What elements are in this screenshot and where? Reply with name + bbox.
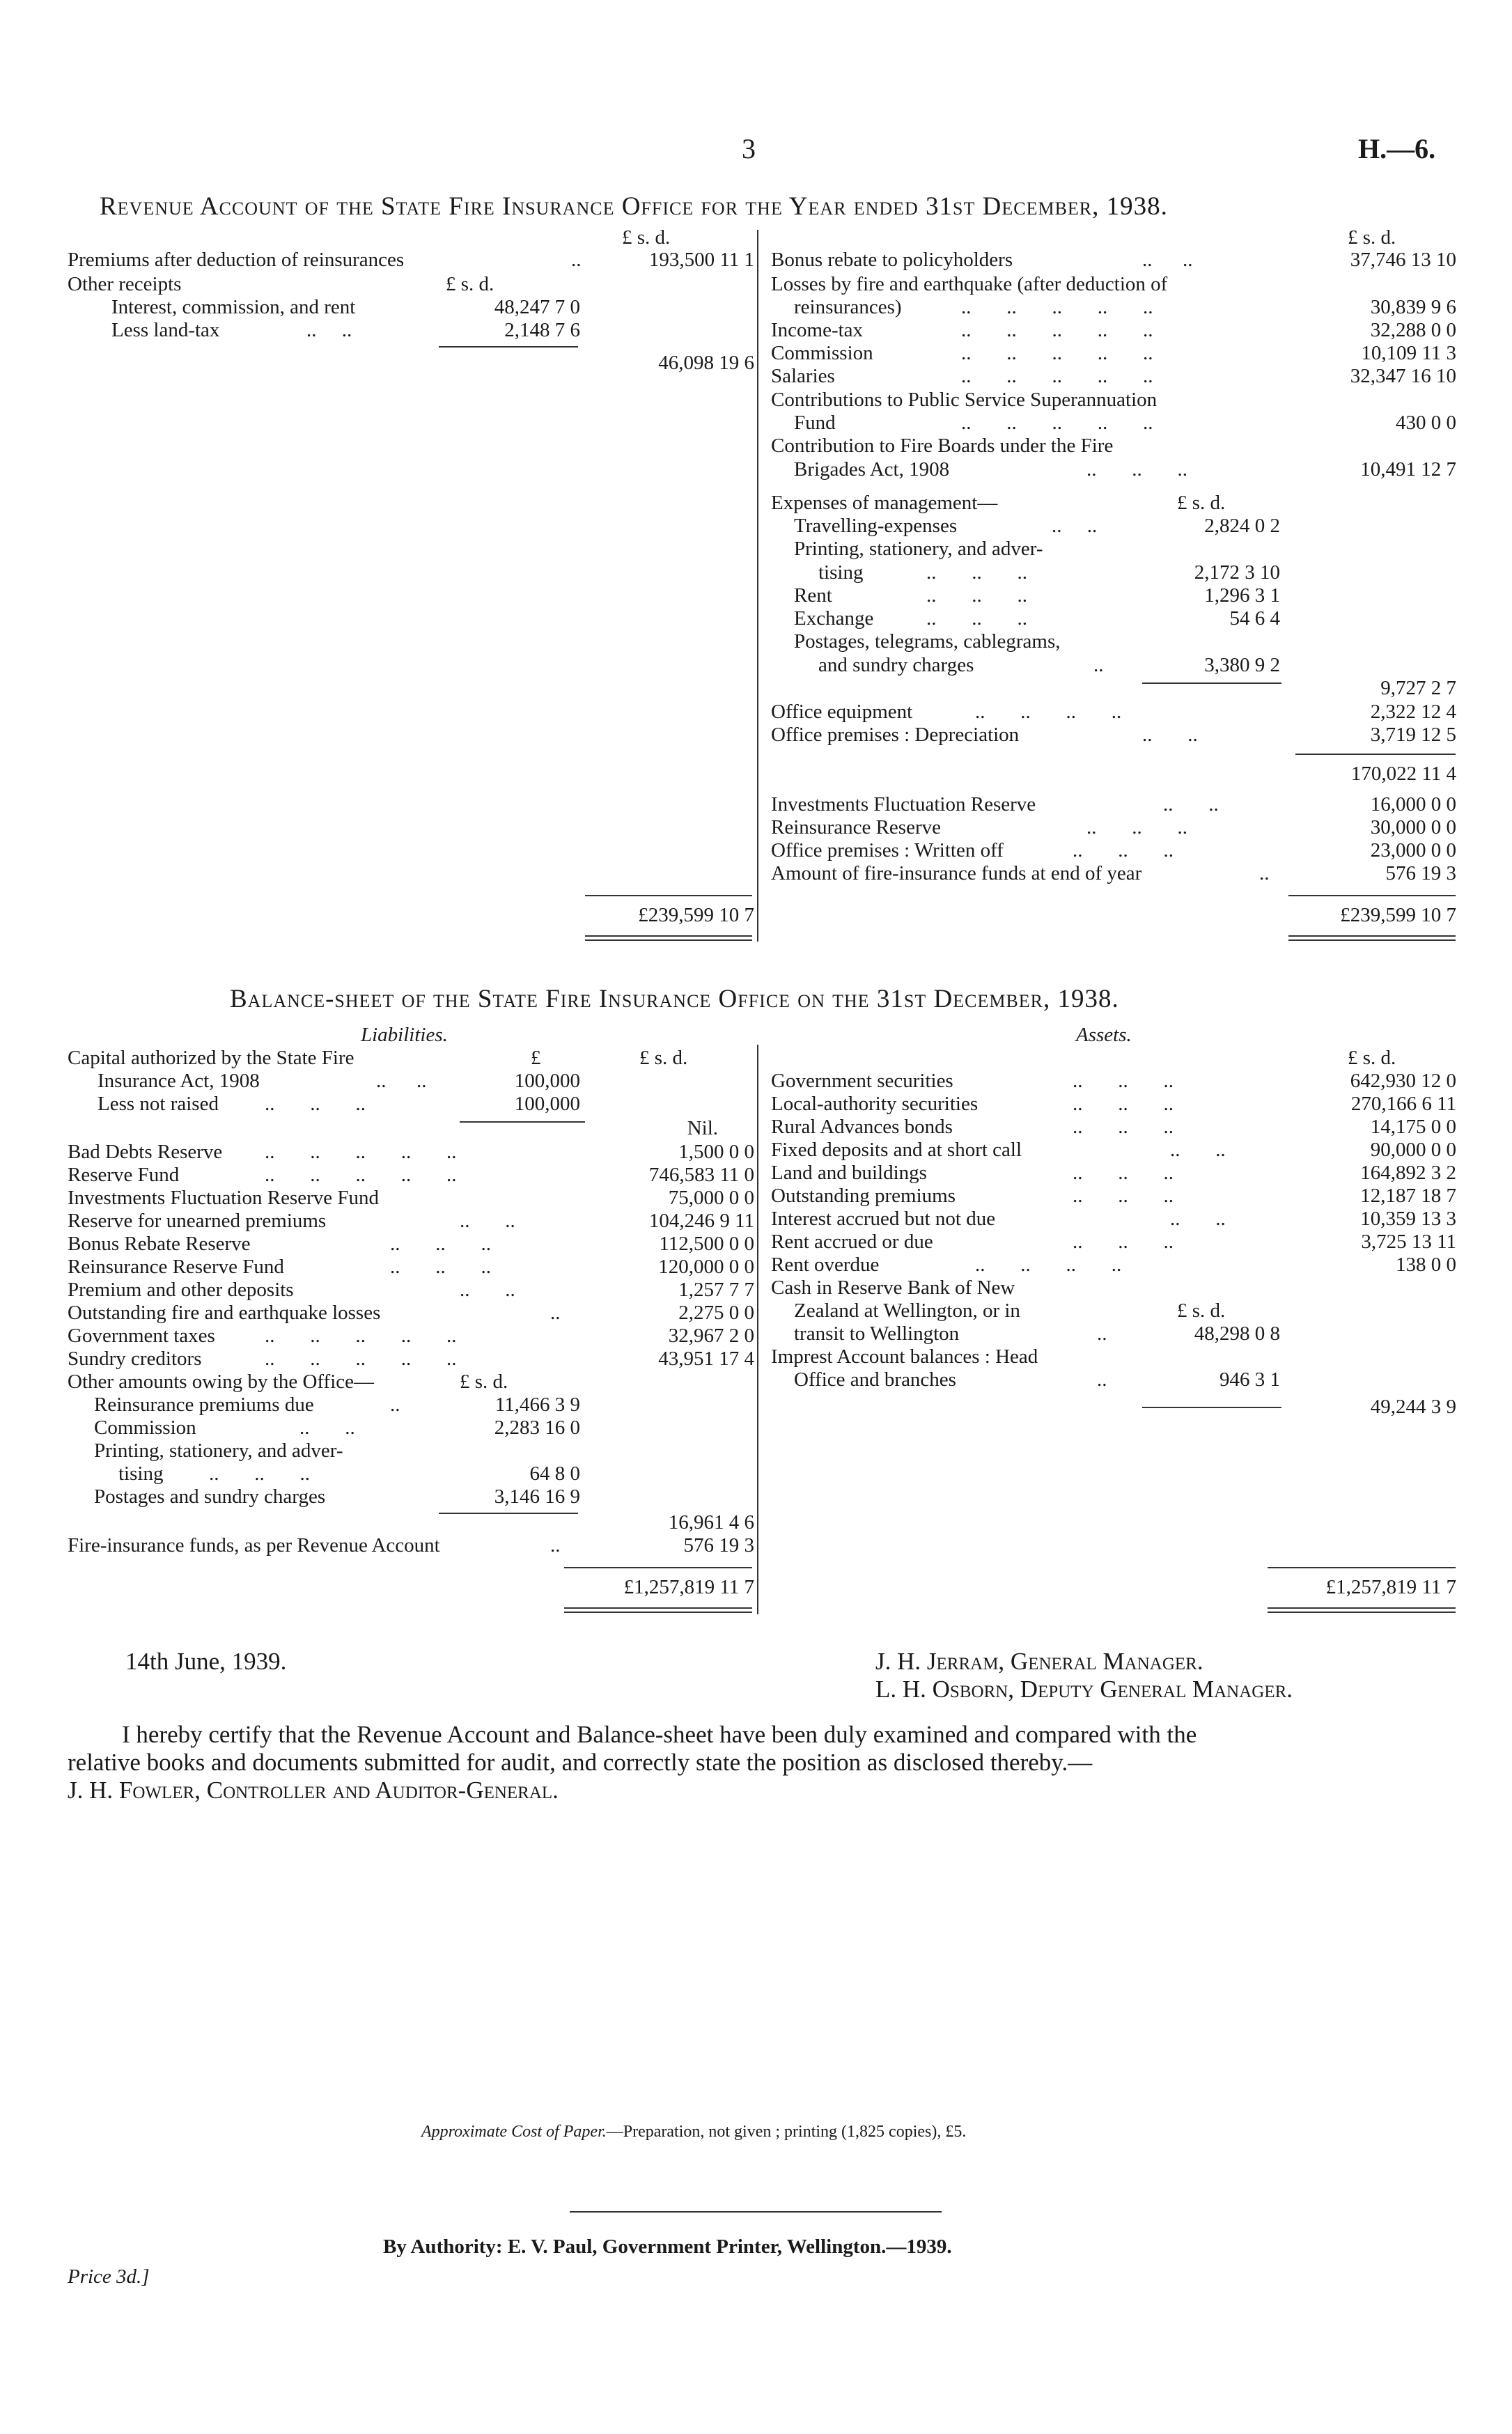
revenue-subtotal: 170,022 11 4 [1350,763,1456,785]
premises-written-off-label: Office premises : Written off [771,839,1004,861]
outstanding-losses-amount: 2,275 0 0 [678,1302,754,1324]
footer-rule [570,2211,942,2213]
other-owing-label: Other amounts owing by the Office— [68,1371,375,1393]
certificate-line-2: relative books and documents submitted for audit, and correctly state the position as disclosed thereby.— [68,1749,1093,1776]
reinsurance-reserve-fund-amount: 120,000 0 0 [658,1256,754,1278]
owing-postages-label: Postages and sundry charges [94,1485,326,1508]
owing-printing-label-2: tising [118,1462,164,1485]
outstanding-premiums-label: Outstanding premiums [771,1185,956,1207]
local-authority-amount: 270,166 6 11 [1350,1093,1456,1115]
rural-advances-label: Rural Advances bonds [771,1116,953,1138]
imprest-label-2: Office and branches [794,1368,956,1391]
revenue-right-total: £239,599 10 7 [1340,904,1456,926]
expenses-currency-header: £ s. d. [1177,492,1226,514]
page-number: 3 [742,133,756,164]
travelling-amount: 2,824 0 2 [1204,515,1280,537]
reinsurance-reserve-label: Reinsurance Reserve [771,816,941,838]
premises-written-off-amount: 23,000 0 0 [1370,839,1456,861]
reserve-fund-label: Reserve Fund [68,1164,180,1186]
gov-securities-label: Government securities [771,1070,953,1092]
premises-depreciation-label: Office premises : Depreciation [771,724,1020,746]
premiums-label: Premiums after deduction of reinsurances [68,249,405,271]
capital-label-3: Less not raised [98,1093,219,1115]
other-receipts-label: Other receipts [68,273,182,295]
cost-note-label: Approximate Cost of Paper. [421,2123,607,2141]
postages-label-2: and sundry charges [818,654,974,676]
owing-printing-label-1: Printing, stationery, and adver- [94,1440,343,1462]
bonus-rebate-amount: 37,746 13 10 [1350,249,1456,271]
certificate-line-1: I hereby certify that the Revenue Account and Balance-sheet have been duly examined and compared with the [122,1721,1197,1748]
printing-label-1: Printing, stationery, and adver- [794,538,1043,560]
fire-insurance-funds-amount: 576 19 3 [683,1534,754,1557]
revenue-left-total: £239,599 10 7 [638,904,754,926]
losses-label-1: Losses by fire and earthquake (after deduction of [771,273,1168,295]
fixed-deposits-label: Fixed deposits and at short call [771,1139,1022,1161]
assets-total: £1,257,819 11 7 [1325,1576,1456,1598]
fire-boards-label-2: Brigades Act, 1908 [794,458,950,481]
capital-not-raised-amount: 100,000 [514,1093,580,1115]
revenue-right-currency-header: £ s. d. [1348,226,1396,249]
deputy-manager-signature: L. H. Osborn, Deputy General Manager. [875,1676,1293,1703]
postages-label-1: Postages, telegrams, cablegrams, [794,630,1061,653]
capital-pound-header: £ [531,1047,541,1069]
imprest-amount: 946 3 1 [1219,1368,1280,1391]
premises-depreciation-amount: 3,719 12 5 [1370,724,1456,746]
superannuation-label-2: Fund [794,412,836,434]
printing-amount: 2,172 3 10 [1194,561,1280,584]
funds-end-year-label: Amount of fire-insurance funds at end of year [771,862,1142,884]
balance-sheet-title: Balance-sheet of the State Fire Insurance Office on the 31st December, 1938. [230,985,1119,1013]
reinsurance-premiums-due-amount: 11,466 3 9 [494,1394,580,1416]
bonus-rebate-reserve-amount: 112,500 0 0 [659,1233,754,1255]
printing-label-2: tising [818,561,864,584]
other-receipts-currency-header: £ s. d. [446,273,494,295]
commission-label: Commission [771,342,873,364]
capital-nil: Nil. [687,1117,718,1139]
liabilities-total: £1,257,819 11 7 [623,1576,754,1598]
losses-amount: 30,839 9 6 [1370,296,1456,318]
fire-insurance-funds-label: Fire-insurance funds, as per Revenue Account [68,1534,440,1557]
premium-deposits-label: Premium and other deposits [68,1279,294,1301]
travelling-label: Travelling-expenses [794,515,958,537]
local-authority-label: Local-authority securities [771,1093,979,1115]
income-tax-label: Income-tax [771,319,864,341]
rural-advances-amount: 14,175 0 0 [1370,1116,1456,1138]
interest-amount: 48,247 7 0 [494,296,580,318]
reinsurance-reserve-amount: 30,000 0 0 [1370,816,1456,838]
capital-label-1: Capital authorized by the State Fire [68,1047,354,1069]
price-note: Price 3d.] [68,2265,150,2288]
sundry-creditors-label: Sundry creditors [68,1348,202,1370]
cash-total: 49,244 3 9 [1370,1396,1456,1418]
capital-label-2: Insurance Act, 1908 [98,1070,260,1092]
exchange-amount: 54 6 4 [1229,607,1280,630]
government-taxes-amount: 32,967 2 0 [668,1325,754,1347]
reinsurance-premiums-due-label: Reinsurance premiums due [94,1394,314,1416]
salaries-label: Salaries [771,365,835,387]
bad-debts-amount: 1,500 0 0 [678,1141,754,1163]
outstanding-losses-label: Outstanding fire and earthquake losses [68,1302,381,1324]
assets-currency-header: £ s. d. [1348,1047,1396,1069]
office-equipment-label: Office equipment [771,701,913,723]
land-tax-amount: 2,148 7 6 [504,319,580,341]
rent-amount: 1,296 3 1 [1204,584,1280,607]
owing-printing-amount: 64 8 0 [529,1462,580,1485]
bad-debts-label: Bad Debts Reserve [68,1141,223,1163]
imprest-label-1: Imprest Account balances : Head [771,1345,1038,1368]
general-manager-signature: J. H. Jerram, General Manager. [875,1648,1203,1675]
reserve-fund-amount: 746,583 11 0 [648,1164,754,1186]
outstanding-premiums-amount: 12,187 18 7 [1360,1185,1456,1207]
certificate-line-3: J. H. Fowler, Controller and Auditor-General. [68,1777,559,1804]
gov-securities-amount: 642,930 12 0 [1350,1070,1456,1092]
bonus-rebate-label: Bonus rebate to policyholders [771,249,1013,271]
salaries-amount: 32,347 16 10 [1350,365,1456,387]
printer-authority: By Authority: E. V. Paul, Government Printer, Wellington.—1939. [383,2236,952,2258]
sundry-creditors-amount: 43,951 17 4 [658,1348,754,1370]
other-receipts-total: 46,098 19 6 [658,352,754,374]
owing-commission-amount: 2,283 16 0 [494,1417,580,1439]
exchange-label: Exchange [794,607,874,630]
bonus-rebate-reserve-label: Bonus Rebate Reserve [68,1233,251,1255]
owing-postages-amount: 3,146 16 9 [494,1485,580,1508]
owing-currency-header: £ s. d. [460,1371,508,1393]
cash-currency-header: £ s. d. [1177,1300,1226,1322]
rent-label: Rent [794,584,832,607]
land-buildings-label: Land and buildings [771,1162,927,1184]
expenses-management-label: Expenses of management— [771,492,998,514]
premium-deposits-amount: 1,257 7 7 [678,1279,754,1301]
owing-total: 16,961 4 6 [668,1511,754,1534]
superannuation-label-1: Contributions to Public Service Superannuation [771,389,1158,411]
losses-label-2: reinsurances) [794,296,902,318]
superannuation-amount: 430 0 0 [1396,412,1456,434]
unearned-premiums-amount: 104,246 9 11 [648,1210,754,1232]
cash-label-2: Zealand at Wellington, or in [794,1300,1020,1322]
rent-overdue-amount: 138 0 0 [1396,1254,1456,1276]
inv-fluctuation-label: Investments Fluctuation Reserve [771,793,1036,816]
cash-transit-amount: 48,298 0 8 [1194,1323,1280,1345]
cash-label-1: Cash in Reserve Bank of New [771,1277,1015,1299]
land-tax-label: Less land-tax [111,319,220,341]
commission-amount: 10,109 11 3 [1361,342,1456,364]
rent-accrued-label: Rent accrued or due [771,1231,933,1253]
fire-boards-label-1: Contribution to Fire Boards under the Fire [771,435,1114,457]
land-buildings-amount: 164,892 3 2 [1360,1162,1456,1184]
liabilities-currency-header: £ s. d. [639,1047,688,1069]
fixed-deposits-amount: 90,000 0 0 [1370,1139,1456,1161]
assets-heading: Assets. [1076,1024,1132,1046]
government-taxes-label: Government taxes [68,1325,215,1347]
rent-overdue-label: Rent overdue [771,1254,880,1276]
balance-column-divider [757,1045,758,1614]
cost-note-text: —Preparation, not given ; printing (1,825 copies), £5. [606,2123,967,2141]
office-equipment-amount: 2,322 12 4 [1370,701,1456,723]
premiums-amount: 193,500 11 1 [648,249,754,271]
funds-end-year-amount: 576 19 3 [1385,862,1456,884]
expenses-total: 9,727 2 7 [1380,677,1456,699]
cost-note [421,2123,966,2142]
revenue-column-divider [757,230,758,942]
revenue-left-currency-header: £ s. d. [622,226,671,249]
interest-accrued-amount: 10,359 13 3 [1360,1208,1456,1230]
document-code: H.—6. [1358,133,1436,164]
inv-fluctuation-fund-amount: 75,000 0 0 [668,1187,754,1209]
interest-accrued-label: Interest accrued but not due [771,1208,996,1230]
capital-authorized-amount: 100,000 [514,1070,580,1092]
unearned-premiums-label: Reserve for unearned premiums [68,1210,327,1232]
inv-fluctuation-fund-label: Investments Fluctuation Reserve Fund [68,1187,380,1209]
signature-date: 14th June, 1939. [125,1648,287,1675]
cash-label-3: transit to Wellington [794,1323,960,1345]
postages-amount: 3,380 9 2 [1204,654,1280,676]
owing-commission-label: Commission [94,1417,196,1439]
rent-accrued-amount: 3,725 13 11 [1361,1231,1456,1253]
interest-label: Interest, commission, and rent [111,296,356,318]
revenue-account-title: Revenue Account of the State Fire Insurance Office for the Year ended 31st December, 1938. [100,192,1168,221]
liabilities-heading: Liabilities. [361,1024,448,1046]
fire-boards-amount: 10,491 12 7 [1360,458,1456,481]
reinsurance-reserve-fund-label: Reinsurance Reserve Fund [68,1256,284,1278]
inv-fluctuation-amount: 16,000 0 0 [1370,793,1456,816]
income-tax-amount: 32,288 0 0 [1370,319,1456,341]
